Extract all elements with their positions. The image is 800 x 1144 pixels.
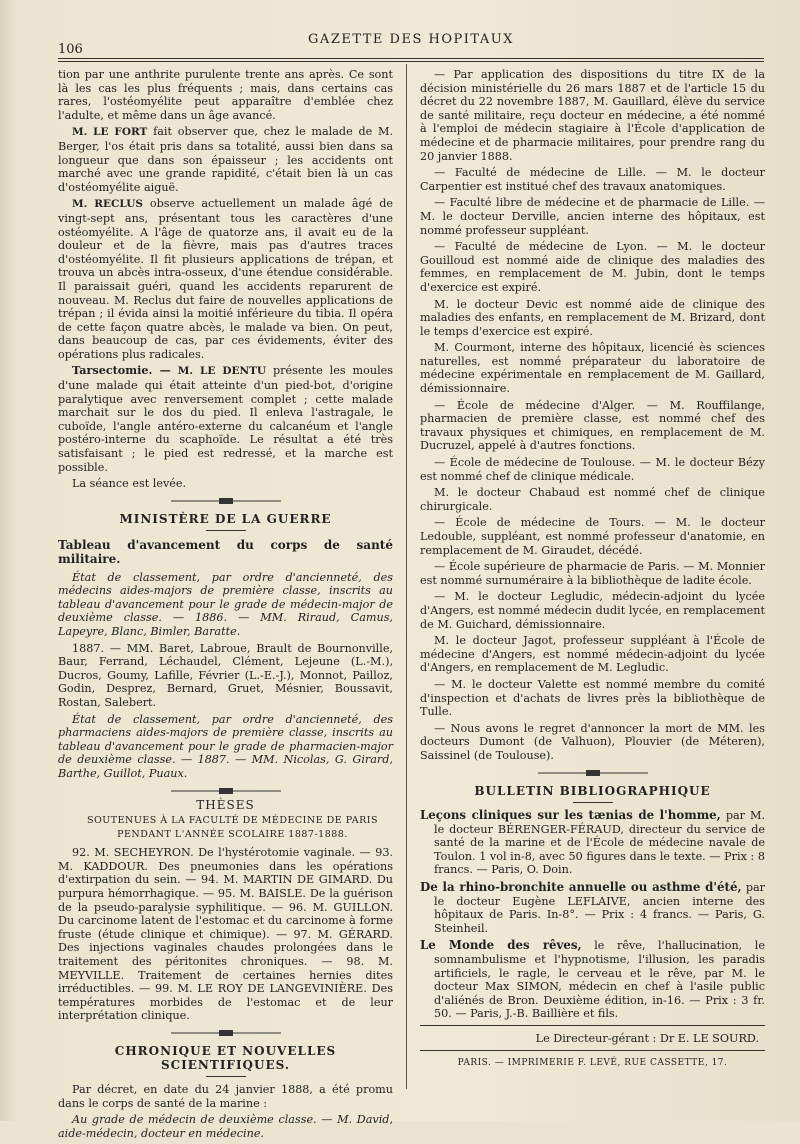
paragraph: — Faculté libre de médecine et de pharmacie de Lille. — M. le docteur Derville, ancien interne des hôpitaux, est nommé professeur suppléant. [420,196,765,237]
paragraph: — Par application des dispositions du titre IX de la décision ministérielle du 26 mars 1887 et de l'article 15 du décret du 22 novembre 1887, M. Gauillard, élève du service de santé militaire, reçu docteur en médecine, a été nommé à l'emploi de médecin stagiaire à l'École d'application de médecine et de pharmacie militaires, pour prendre rang du 20 janvier 1888. [420,68,765,163]
paragraph: — M. le docteur Valette est nommé membre du comité d'inspection et d'achats de livres près la bibliothèque de Tulle. [420,677,765,719]
paragraph: M. RECLUS observe actuellement un malade âgé de vingt-sept ans, présentant tous les caractères d'une ostéomyélite. A l'âge de quatorze ans, il avait eu de la douleur et de la fièvre, mais pas d'autres traces d'ostéomyélite. Il fit plusieurs applications de trépan, et trouva un abcès intra-osseux, d'une étendue considérable. Il paraissait guéri, quand les accidents reparurent de nouveau. M. Reclus dut faire de nouvelles applications de trépan ; il évida ainsi la moitié inférieure du tibia. Il opéra de cette façon quatre abcès, le malade va bien. On peut, dans beaucoup de cas, par ces évidements, éviter des opérations plus radicales. [58,197,394,361]
paragraph: M. Courmont, interne des hôpitaux, licencié ès sciences naturelles, est nommé préparateur du laboratoire de médecine expérimentale en remplacement de M. Gaillard, démissionnaire. [420,341,765,396]
short-rule [206,1076,246,1077]
paragraph: Tarsectomie. — M. LE DENTU présente les moules d'une malade qui était atteinte d'un pied-bot, d'origine paralytique avec renversement complet ; cette malade marchait sur le dos du pied. Il enleva l'astragale, le cuboïde, l'angle antéro-externe du calcanéum et l'angle postéro-interne du scaphoïde. Le résultat a été très satisfaisant ; le pied est redressé, et la marche est possible. [58,363,394,474]
paragraph: Au grade de médecin de deuxième classe. — M. David, aide-médecin, docteur en médecine. [58,1113,393,1140]
right-column [420,68,765,1070]
book-entry: De la rhino-bronchite annuelle ou asthme d'été, par le docteur Eugène LEFLAIVE, ancien interne des hôpitaux de Paris. In-8°. — Prix : 4 francs. — Paris, G. Steinheil. [420,880,765,935]
signature-rule [420,1025,765,1026]
speaker-name: M. LE DENTU [177,365,267,378]
book-title: Le Monde des rêves, [420,938,582,953]
paragraph: M. le docteur Jagot, professeur suppléant à l'École de médecine d'Angers, est nommé médecin-adjoint du lycée d'Angers, en remplacement de M. Legludic. [420,634,765,675]
paragraph: — Faculté de médecine de Lille. — M. le docteur Carpentier est institué chef des travaux anatomiques. [420,166,765,193]
journal-title: GAZETTE DES HOPITAUX [308,32,514,47]
article-heading: Tableau d'avancement du corps de santé militaire. [58,538,393,566]
section-heading: THÈSES [196,797,255,812]
imprint-rule [420,1050,765,1051]
book-title: De la rhino-bronchite annuelle ou asthme d'été, [420,880,742,895]
section-heading: BULLETIN BIBLIOGRAPHIQUE [474,783,711,798]
speaker-name: M. RECLUS [72,198,143,211]
page-header [58,30,764,58]
paragraph: La séance est levée. [72,477,187,491]
paragraph: 1887. — MM. Baret, Labroue, Brault de Bournonville, Baur, Ferrand, Léchaudel, Clément, Lejeune (L.-M.), Ducros, Goumy, Lafille, Février (L.-E.-J.), Monnot, Pailloz, Godin, Desprez, Bernard, Gruet, Mésnier, Boussavit, Rostan, Salebert. [58,641,393,709]
ornament-divider [171,1029,281,1037]
paragraph: — École de médecine de Toulouse. — M. le docteur Bézy est nommé chef de clinique médicale. [420,456,765,483]
paragraph: — École de médecine d'Alger. — M. Rouffilange, pharmacien de première classe, est nommé chef des travaux physiques et chimiques, en remplacement de M. Ducruzel, appelé à d'autres fonctions. [420,398,765,453]
short-rule [573,802,613,803]
page-number: 106 [58,42,83,57]
left-column [58,68,393,1144]
short-rule [206,530,246,531]
header-rule-double [58,61,764,62]
subheading: PENDANT L'ANNÉE SCOLAIRE 1887-1888. [117,828,348,840]
paragraph: 92. M. SECHEYRON. De l'hystérotomie vaginale. — 93. M. KADDOUR. Des pneumonies dans les opérations d'extirpation du sein. — 94. M. MARTIN DE GIMARD. Du purpura hémorrhagique. — 95. M. BAISLE. De la guérison de la pseudo-paralysie syphilitique. — 96. M. GUILLON. Du carcinome latent de l'estomac et du carcinome à forme fruste (étude clinique et chimique). — 97. M. GÉRARD. Des injections vaginales chaudes prolongées dans le traitement des péritonites chroniques. — 98. M. MEYVILLE. Traitement de certaines hernies dites irréductibles. — 99. M. LE ROY DE LANGEVINIÈRE. Des températures morbides de l'estomac et de leur interprétation clinique. [58,846,393,1023]
paragraph: — Nous avons le regret d'annoncer la mort de MM. les docteurs Dumont (de Valhuon), Plouvier (de Méteren), Saissinel (de Toulouse). [420,721,765,762]
book-entry: Leçons cliniques sur les tænias de l'homme, par M. le docteur BÉRENGER-FÉRAUD, directeur du service de santé de la marine et de l'École de médecine navale de Toulon. 1 vol in-8, avec 50 figures dans le texte. — Prix : 8 francs. — Paris, O. Doin. [420,808,766,877]
ornament-divider [538,769,648,777]
ornament-divider [171,497,281,505]
book-title: Leçons cliniques sur les tænias de l'homme, [420,808,721,823]
signature: Le Directeur-gérant : Dr E. LE SOURD. [535,1032,759,1045]
book-entry: Le Monde des rêves, le rêve, l'hallucination, le somnambulisme et l'hypnotisme, l'illusion, les paradis artificiels, le ragle, le cerveau et le rêve, par M. le docteur Max SIMON, médecin en chef à l'asile public d'aliénés de Bron. Deuxième édition, in-16. — Prix : 3 fr. 50. — Paris, J.-B. Baillière et fils. [420,938,765,1021]
paragraph: — École supérieure de pharmacie de Paris. — M. Monnier est nommé surnuméraire à la bibliothèque de ladite école. [420,560,765,587]
bibliography-list [420,809,765,1021]
paragraph: État de classement, par ordre d'ancienneté, des pharmaciens aides-majors de première classe, inscrits au tableau d'avancement pour le grade de pharmacien-major de deuxième classe. — 1887. — MM. Nicolas, G. Girard, Barthe, Guillot, Puaux. [58,712,393,780]
section-heading: MINISTÈRE DE LA GUERRE [119,511,332,526]
section-heading: CHRONIQUE ET NOUVELLES SCIENTIFIQUES. [114,1044,337,1072]
paragraph: — École de médecine de Tours. — M. le docteur Ledouble, suppléant, est nommé professeur d'anatomie, en remplacement de M. Giraudet, décédé. [420,516,765,557]
subheading: SOUTENUES À LA FACULTÉ DE MÉDECINE DE PARIS [86,815,379,827]
speaker-name: M. LE FORT [72,126,148,139]
column-divider [406,64,407,1089]
header-rule [58,58,764,59]
printer-imprint: PARIS. — IMPRIMERIE F. LEVÉ, RUE CASSETTE, 17. [457,1057,728,1068]
paragraph-title: Tarsectomie. — [72,363,171,378]
paragraph: tion par une anthrite purulente trente ans après. Ce sont là les cas les plus fréquents ; mais, dans certains cas rares, l'ostéomyélite peut apparaître d'emblée chez l'adulte, et même dans un âge avancé. [58,68,393,122]
paragraph: — Faculté de médecine de Lyon. — M. le docteur Gouilloud est nommé aide de clinique des maladies des femmes, en remplacement de M. Jubin, dont le temps d'exercice est expiré. [420,240,765,294]
paragraph: — M. le docteur Legludic, médecin-adjoint du lycée d'Angers, est nommé médecin dudit lycée, en remplacement de M. Guichard, démissionnaire. [420,590,765,631]
ornament-divider [171,787,281,795]
paragraph: Par décret, en date du 24 janvier 1888, a été promu dans le corps de santé de la marine : [58,1083,393,1110]
paragraph: État de classement, par ordre d'ancienneté, des médecins aides-majors de première classe, inscrits au tableau d'avancement pour le grade de médecin-major de deuxième classe. — 1886. — MM. Riraud, Camus, Lapeyre, Blanc, Bimler, Baratte. [58,570,393,638]
paragraph: M. le docteur Devic est nommé aide de clinique des maladies des enfants, en remplacement de M. Brizard, dont le temps d'exercice est expiré. [420,297,765,338]
paragraph: M. le docteur Chabaud est nommé chef de clinique chirurgicale. [420,486,765,513]
paragraph: M. LE FORT fait observer que, chez le malade de M. Berger, l'os était pris dans sa totalité, aussi bien dans sa longueur que dans son épaisseur ; les accidents ont marché avec une grande rapidité, c'était bien là un cas d'ostéomyélite aiguë. [58,125,394,194]
